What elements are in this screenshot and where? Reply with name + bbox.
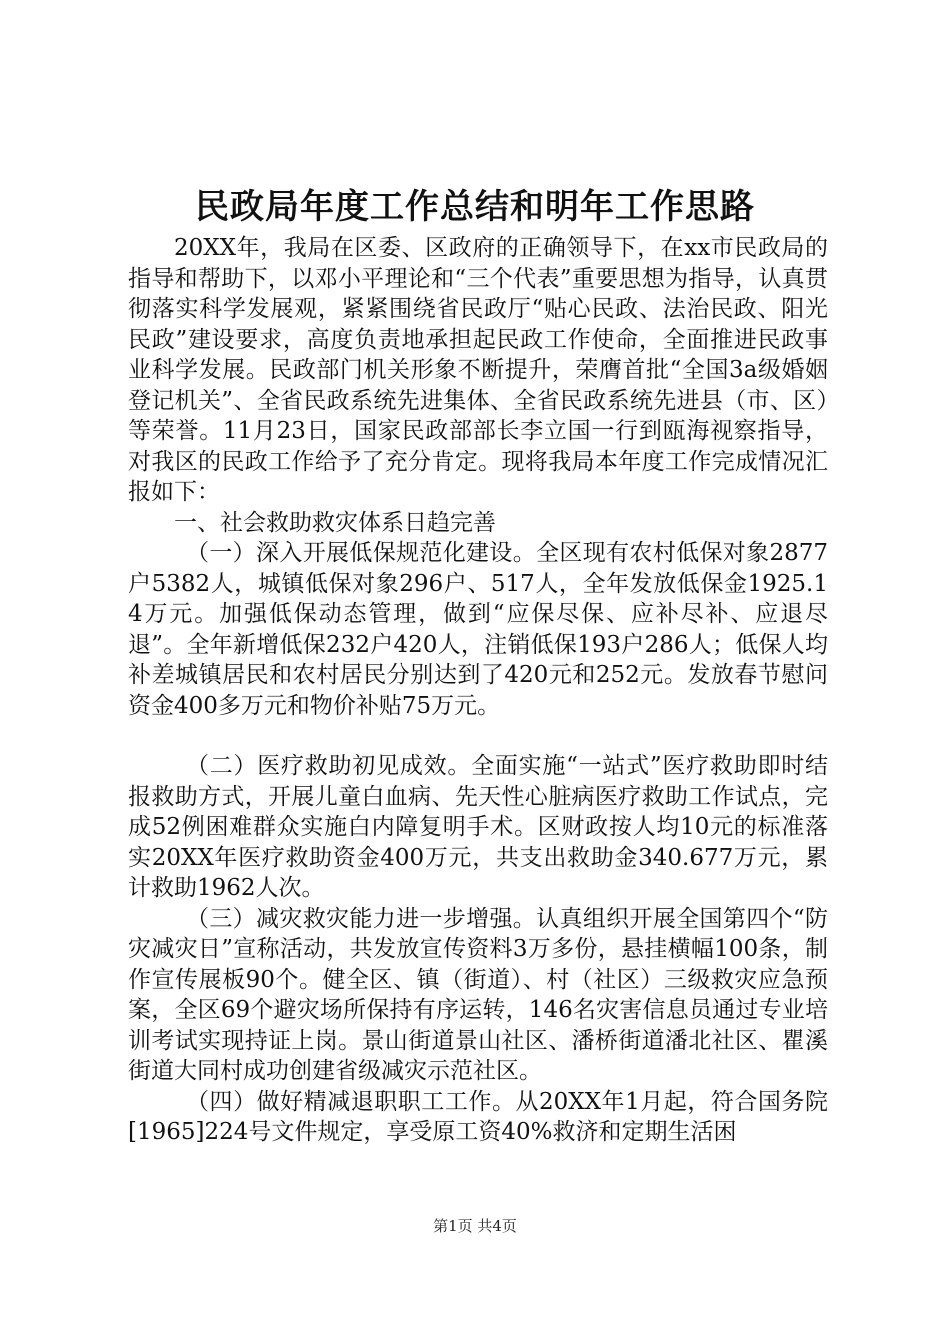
paragraph-gap [128,721,828,751]
section-heading: 一、社会救助救灾体系日趋完善 [174,509,496,536]
body-paragraph: （二）医疗救助初见成效。全面实施“一站式”医疗救助即时结报救助方式，开展儿童白血病、先天性心脏病医疗救助工作试点，完成52例困难群众实施白内障复明手术。区财政按人均10元的标准落实20XX年医疗救助资金400万元，共支出救助金340.677万元，累计救助1962人次。 [128,753,828,901]
body-paragraph: （四）做好精减退职职工工作。从20XX年1月起，符合国务院[1965]224号文件规定，享受原工资40%救济和定期生活困 [128,1088,828,1145]
page-number: 第1页 共4页 [433,1217,517,1235]
body-paragraph: （三）减灾救灾能力进一步增强。认真组织开展全国第四个“防灾减灾日”宣称活动，共发放宣传资料3万多份，悬挂横幅100条，制作宣传展板90个。健全区、镇（街道）、村（社区）三级救灾应急预案，全区69个避灾场所保持有序运转，146名灾害信息员通过专业培训考试实现持证上岗。景山街道景山社区、潘桥街道潘北社区、瞿溪街道大同村成功创建省级减灾示范社区。 [128,905,828,1084]
document-body [128,233,828,1148]
intro-paragraph: 20XX年，我局在区委、区政府的正确领导下，在xx市民政局的指导和帮助下，以邓小平理论和“三个代表”重要思想为指导，认真贯彻落实科学发展观，紧紧围绕省民政厅“贴心民政、法治民政、阳光民政”建设要求，高度负责地承担起民政工作使命，全面推进民政事业科学发展。民政部门机关形象不断提升，荣膺首批“全国3a级婚姻登记机关”、全省民政系统先进集体、全省民政系统先进县（市、区）等荣誉。11月23日，国家民政部部长李立国一行到瓯海视察指导，对我区的民政工作给予了充分肯定。现将我局本年度工作完成情况汇报如下： [128,235,828,505]
document-title: 民政局年度工作总结和明年工作思路 [195,187,755,227]
body-paragraph: （一）深入开展低保规范化建设。全区现有农村低保对象2877户5382人，城镇低保对象296户、517人，全年发放低保金1925.14万元。加强低保动态管理，做到“应保尽保、应补尽补、应退尽退”。全年新增低保232户420人，注销低保193户286人；低保人均补差城镇居民和农村居民分别达到了420元和252元。发放春节慰问资金400多万元和物价补贴75万元。 [128,540,828,719]
